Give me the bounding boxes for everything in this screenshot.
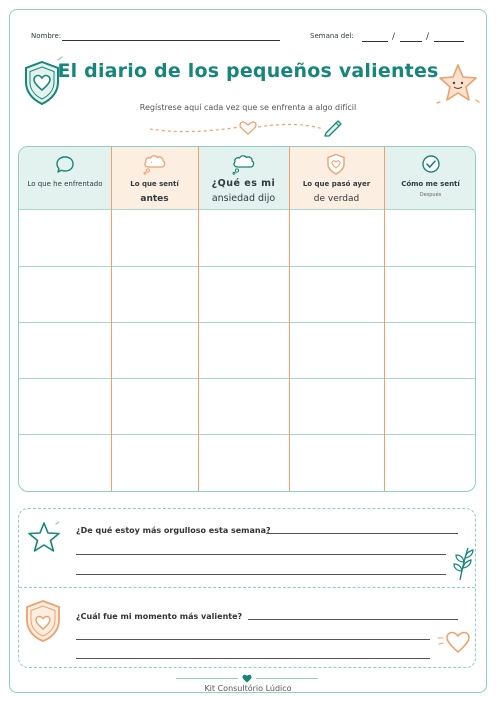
column-header-faced [19,147,111,209]
diary-table [18,146,476,492]
answer-line[interactable] [76,649,430,659]
column-header-what-happened [289,147,384,209]
shield-icon [326,153,346,175]
heart-icon [436,626,472,656]
question-bravest: ¿Cuál fue mi momento más valiente? [76,612,243,621]
page-subtitle: Regístrese aquí cada vez que se enfrenta a algo difícil [139,103,357,112]
question-proud: ¿De qué estoy más orgulloso esta semana? [76,526,271,535]
table-row[interactable] [19,379,475,434]
table-row[interactable] [19,210,475,266]
heart-path-decoration [148,117,348,141]
answer-line[interactable] [248,610,458,620]
answer-line[interactable] [76,545,446,555]
name-label: Nombre: [31,32,62,40]
date-slash: / [392,32,396,42]
column-header-felt-after [384,147,476,209]
answer-line[interactable] [266,524,458,534]
footer-divider-left [176,678,238,679]
footer-brand: Kit Consultório Lúdico [204,684,292,693]
page-title: El diario de los pequeños valientes [57,60,439,82]
week-day-field[interactable] [362,32,388,42]
date-slash: / [426,32,430,42]
table-row[interactable] [19,267,475,322]
column-label: Cómo me sentí [401,180,460,188]
week-month-field[interactable] [400,32,422,42]
column-label: Lo que pasó ayer [302,180,371,188]
leaf-sprig-icon [452,544,476,582]
table-row[interactable] [19,323,475,378]
speech-bubble-icon [55,155,75,175]
column-label-sub: ansiedad dijo [211,192,276,204]
column-label-sub: antes [140,193,169,204]
heart-icon [242,674,252,683]
column-label-sub: de verdad [313,193,360,204]
shield-heart-icon [22,598,64,644]
column-label-sub: Después [419,191,442,198]
pencil-icon [322,117,344,137]
column-header-anxiety-said [198,147,289,209]
answer-line[interactable] [76,630,430,640]
column-label: Lo que sentí [130,180,179,188]
smiling-star-icon [436,62,480,104]
week-year-field[interactable] [434,32,464,42]
column-header-felt-before [111,147,198,209]
reflection-divider [19,587,475,588]
thought-cloud-icon [231,153,257,175]
week-label: Semana del: [310,32,354,40]
star-icon [26,520,62,554]
column-label: Lo que he enfrentado [27,180,103,188]
thought-cloud-icon [142,153,168,175]
name-field[interactable] [62,31,280,41]
table-row[interactable] [19,435,475,491]
footer-divider-right [256,678,318,679]
answer-line[interactable] [76,565,446,575]
check-circle-icon [421,154,441,174]
column-label: ¿Qué es mi [211,178,276,189]
